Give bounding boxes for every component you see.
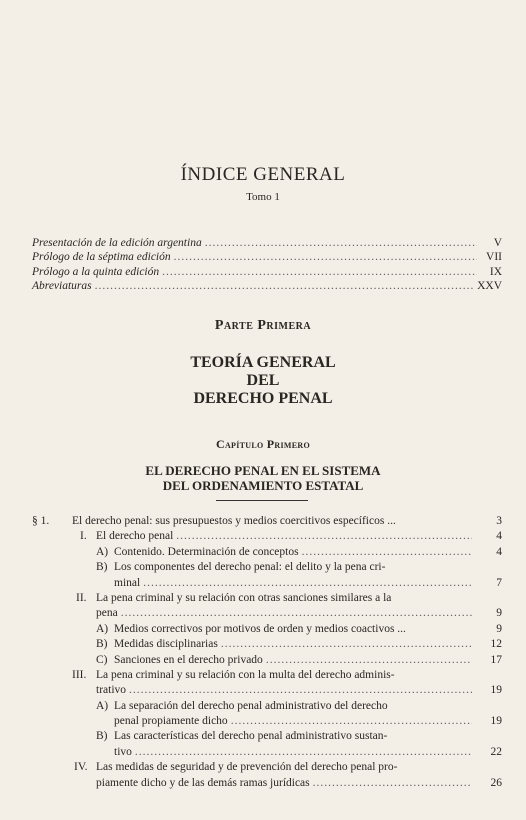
toc-text: pena xyxy=(96,607,118,620)
toc-number: II. xyxy=(76,591,87,604)
part-title xyxy=(0,354,526,408)
toc-text: La separación del derecho penal administrativo del derecho xyxy=(114,699,388,712)
toc-text: Medios correctivos por motivos de orden y medios coactivos ... xyxy=(114,622,406,635)
front-matter-entry[interactable] xyxy=(32,236,502,250)
toc-number: I. xyxy=(80,530,87,543)
front-matter-label: Abreviaturas xyxy=(32,280,92,293)
toc-page: 9 xyxy=(496,622,502,635)
toc-text: piamente dicho y de las demás ramas jurídicas xyxy=(96,776,310,789)
front-matter-label: Presentación de la edición argentina xyxy=(32,237,202,249)
divider xyxy=(216,500,308,501)
front-matter-entry[interactable] xyxy=(32,265,502,279)
toc-number: B) xyxy=(96,638,108,651)
toc-entry[interactable] xyxy=(32,668,502,683)
toc-page: 12 xyxy=(490,638,502,651)
toc-text: Medidas disciplinarias xyxy=(114,638,218,651)
front-matter-entry[interactable] xyxy=(32,250,502,264)
toc-page: 9 xyxy=(496,607,502,620)
toc-text: Contenido. Determinación de conceptos xyxy=(114,545,299,558)
toc-page: 3 xyxy=(496,515,502,527)
toc-entry[interactable] xyxy=(32,637,502,652)
toc-number: A) xyxy=(96,699,109,712)
toc-entry[interactable] xyxy=(32,729,502,744)
toc-entry[interactable] xyxy=(32,622,502,637)
front-matter-list xyxy=(32,236,502,294)
toc-number: B) xyxy=(96,561,108,574)
toc-page: 26 xyxy=(490,776,502,789)
toc-text: penal propiamente dicho xyxy=(114,715,228,728)
toc-text: La pena criminal y su relación con la multa del derecho adminis- xyxy=(96,668,395,681)
part-title-line: TEORÍA GENERAL xyxy=(190,354,336,371)
toc-page: 4 xyxy=(496,530,502,543)
toc-page: 22 xyxy=(490,745,502,758)
toc-entry[interactable] xyxy=(32,514,502,529)
toc-text: minal xyxy=(114,576,141,589)
toc-text: La pena criminal y su relación con otras sanciones similares a la xyxy=(96,591,392,604)
front-matter-page: VII xyxy=(486,251,502,264)
toc-entry[interactable] xyxy=(32,653,502,668)
toc-entry[interactable] xyxy=(32,776,502,791)
toc-number: III. xyxy=(72,668,87,681)
toc-text: Los componentes del derecho penal: el delito y la pena cri- xyxy=(114,561,386,574)
front-matter-label: Prólogo de la séptima edición xyxy=(32,251,171,264)
toc-number: A) xyxy=(96,545,109,558)
chapter-title-line: EL DERECHO PENAL EN EL SISTEMA xyxy=(145,463,381,478)
toc-entry[interactable] xyxy=(32,699,502,714)
toc-text: El derecho penal: sus presupuestos y medios coercitivos específicos ... xyxy=(72,515,396,527)
index-title: ÍNDICE GENERAL xyxy=(180,164,346,185)
volume-label: Tomo 1 xyxy=(246,191,280,203)
toc-entry[interactable] xyxy=(32,606,502,621)
toc-entry[interactable] xyxy=(32,683,502,698)
toc-entry[interactable] xyxy=(32,760,502,775)
toc-number: IV. xyxy=(74,761,88,774)
toc-page: 4 xyxy=(496,545,502,558)
toc-number: § 1. xyxy=(32,515,50,527)
front-matter-page: V xyxy=(493,237,502,249)
toc-page: 19 xyxy=(490,684,502,697)
toc-number: B) xyxy=(96,730,108,743)
toc-entry[interactable] xyxy=(32,560,502,575)
toc-text: tivo xyxy=(114,745,132,758)
front-matter-page: XXV xyxy=(477,280,502,293)
toc-page: 19 xyxy=(490,715,502,728)
chapter-title xyxy=(0,463,526,493)
toc-entry[interactable] xyxy=(32,714,502,729)
toc-text: El derecho penal xyxy=(96,530,174,543)
toc-entry[interactable] xyxy=(32,545,502,560)
toc-number: C) xyxy=(96,653,108,666)
chapter-label: Capítulo Primero xyxy=(215,437,311,451)
toc-entry[interactable] xyxy=(32,529,502,544)
toc-page: 17 xyxy=(490,653,502,666)
part-title-line: DEL xyxy=(246,372,280,389)
toc-number: A) xyxy=(96,622,109,635)
toc-entry[interactable] xyxy=(32,576,502,591)
toc-text: trativo xyxy=(96,684,127,697)
part-label: Parte Primera xyxy=(214,318,312,333)
toc-text: Las medidas de seguridad y de prevención del derecho penal pro- xyxy=(96,761,398,774)
chapter-title-line: DEL ORDENAMIENTO ESTATAL xyxy=(162,478,364,493)
front-matter-label: Prólogo a la quinta edición xyxy=(32,265,160,278)
toc-entry[interactable] xyxy=(32,591,502,606)
toc-list xyxy=(32,514,502,791)
toc-entry[interactable] xyxy=(32,745,502,760)
toc-text: Sanciones en el derecho privado xyxy=(114,653,263,666)
front-matter-page: IX xyxy=(489,265,502,278)
front-matter-entry[interactable] xyxy=(32,279,502,293)
part-title-line: DERECHO PENAL xyxy=(193,390,333,407)
toc-text: Las características del derecho penal administrativo sustan- xyxy=(114,730,388,743)
toc-page: 7 xyxy=(496,576,502,589)
